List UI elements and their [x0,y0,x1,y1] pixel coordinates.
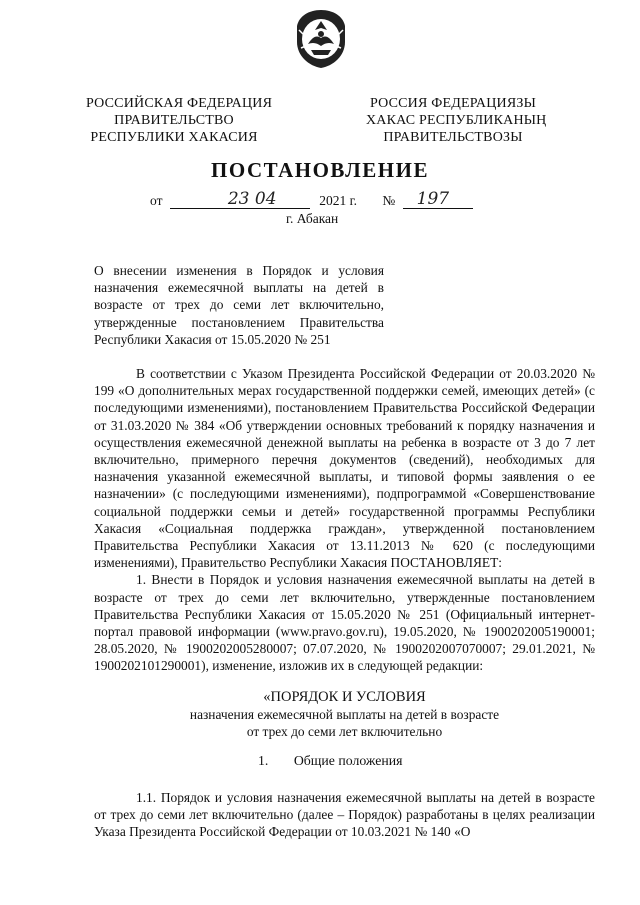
item-1-paragraph: 1. Внести в Порядок и условия назначения ежемесячной выплаты на детей в возрасте от трех до семи лет включительно, утвержденные постановлением Правительства Республики Хакасия от 15.05.2020 № 251 (Официальный интернет-портал правовой информации (www.pravo.gov.ru), 19.05.2020, № 1900202005190001; 28.05.2020, № 1900202005280007; 07.07.2020, № 1900202007070007; 29.01.2021, № 1900202101290001), изменение, изложив их в следующей редакции: [94,572,595,674]
date-prefix: от [150,193,163,208]
header-right-line: РОССИЯ ФЕДЕРАЦИЯЗЫ [369,96,537,111]
year-label: 2021 г. [319,193,357,208]
handwritten-date: 23 04 [227,189,277,209]
annex-subtitle-line: назначения ежемесячной выплаты на детей в возрасте [189,707,500,723]
header-right-block [366,95,547,146]
document-body [94,365,595,675]
section-title: Общие положения [293,753,403,768]
document-title: ПОСТАНОВЛЕНИЕ [211,158,429,182]
preamble-paragraph: В соответствии с Указом Президента Российской Федерации от 20.03.2020 № 199 «О дополнительных мерах государственной поддержки семей, имеющих детей» (с последующими изменениями), постановлением Правительства Российской Федерации от 31.03.2020 № 384 «Об утверждении основных требований к порядку назначения и осуществления ежемесячной денежной выплаты на ребенка в возрасте от 3 до 7 лет включительно, примерного перечня документов (сведений), необходимых для назначения указанной ежемесячной выплаты, и типовой формы заявления о ее назначении» (с последующими изменениями), подпрограммой «Совершенствование социальной поддержки семьи и детей» государственной программы Республики Хакасия «Социальная поддержка граждан», утвержденной постановлением Правительства Республики Хакасия от 13.11.2013 № 620 (с последующими изменениями), Правительство Республики Хакасия ПОСТАНОВЛЯЕТ: [94,366,595,571]
number-underline [403,189,473,209]
resolution-subject: О внесении изменения в Порядок и условия назначения ежемесячной выплаты на детей в возрасте от трех до семи лет включительно, утвержденные постановлением Правительства Республики Хакасия от 15.05.2020 № 251 [94,263,384,347]
annex-subtitle-line: от трех до семи лет включительно [246,724,443,740]
date-number-line [150,189,473,209]
header-right-line: ХАКАС РЕСПУБЛИКАНЫҢ [366,113,547,128]
section-heading [258,753,403,769]
header-left-line: РОССИЙСКАЯ ФЕДЕРАЦИЯ [86,96,273,111]
annex-title: «ПОРЯДОК И УСЛОВИЯ [263,689,426,705]
header-left-block [86,95,273,146]
city-label: г. Абакан [286,211,339,226]
section-number: 1. [258,753,269,768]
number-sign: № [382,193,396,208]
date-underline [170,189,310,209]
handwritten-number: 197 [416,189,450,209]
clause-1-1-paragraph: 1.1. Порядок и условия назначения ежемесячной выплаты на детей в возрасте от трех до семи лет включительно (далее – Порядок) разработаны в целях реализации Указа Президента Российской Федерации от 10.03.2021 № 140 «О [94,790,595,840]
header-left-line: РЕСПУБЛИКИ ХАКАСИЯ [90,130,258,145]
clause-1-1-block [94,789,595,841]
header-right-line: ПРАВИТЕЛЬСТВОЗЫ [383,130,523,145]
annex-heading [94,689,595,741]
header-left-line: ПРАВИТЕЛЬСТВО [114,113,234,128]
coat-of-arms-emblem [291,8,351,70]
